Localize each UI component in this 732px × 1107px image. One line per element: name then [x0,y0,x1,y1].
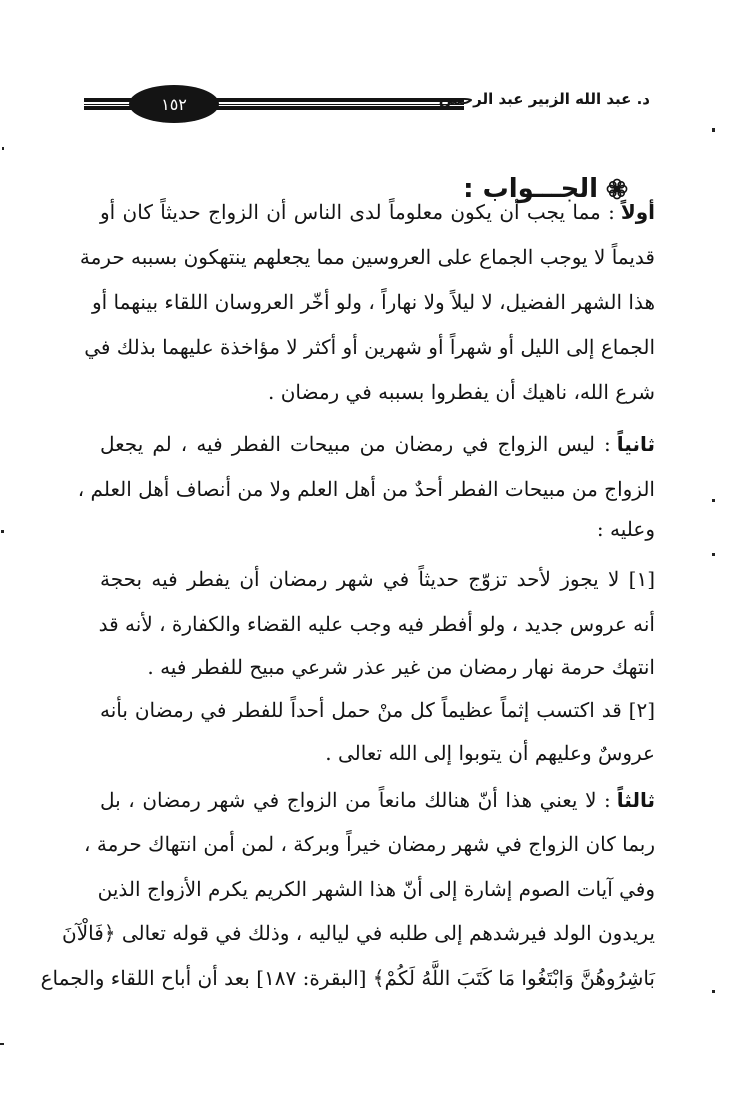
text-line [100,377,655,407]
text-line [84,332,655,362]
line-text: الجماع إلى الليل أو شهراً أو شهرين أو أكثر لا مؤاخذة عليهما بذلك في [84,335,655,359]
text-line [77,474,655,504]
line-text: ربما كان الزواج في شهر رمضان خيراً وبركة ، لمن أمن انتهاك حرمة ، [84,832,655,856]
page-number: ١٥٢ [161,94,187,114]
text-line [100,609,655,639]
text-line [100,738,655,768]
page-number-badge [129,85,219,123]
line-text: [١] لا يجوز لأحد تزوّج حديثاً في شهر رمضان أن يفطر فيه بحجة [100,567,655,591]
margin-mark [712,499,715,502]
text-line [100,514,655,544]
text-line [100,652,655,682]
margin-mark [0,1043,4,1045]
point-label: ثالثاً [616,788,655,812]
point-label: أولاً [620,200,655,224]
margin-mark [712,128,715,132]
line-text: [٢] قد اكتسب إثماً عظيماً كل منْ حمل أحداً للفطر في رمضان بأنه [100,698,655,722]
text-line [100,564,655,594]
margin-mark [712,990,715,993]
margin-mark [1,530,4,533]
text-line [91,287,655,317]
line-text: عروسٌ وعليهم أن يتوبوا إلى الله تعالى . [325,741,655,765]
line-text: : لا يعني هذا أنّ هنالك مانعاً من الزواج في شهر رمضان ، بل [100,788,611,812]
text-line [100,197,655,227]
line-text: يريدون الولد فيرشدهم إلى طلبه في لياليه ، وذلك في قوله تعالى ﴿فَالْآنَ [62,921,655,945]
text-line [100,429,655,459]
running-header [84,88,650,124]
text-line [40,963,655,993]
text-line [79,242,655,272]
line-text: وفي آيات الصوم إشارة إلى أنّ هذا الشهر الكريم يكرم الأزواج الذين [97,877,655,901]
line-text: هذا الشهر الفضيل، لا ليلاً ولا نهاراً ، ولو أخّر العروسان اللقاء بينهما أو [91,290,655,314]
line-text: قديماً لا يوجب الجماع على العروسين مما يجعلهم ينتهكون بسببه حرمة [79,245,655,269]
line-text: بَاشِرُوهُنَّ وَابْتَغُوا مَا كَتَبَ اللَّهُ لَكُمْ﴾ [البقرة: ١٨٧] بعد أن أباح اللقاء والجماع [40,966,655,990]
margin-mark [712,553,715,556]
text-line [62,918,655,948]
author-name: د. عبد الله الزبير عبد الرحمن [438,90,650,108]
line-text: شرع الله، ناهيك أن يفطروا بسببه في رمضان . [267,380,655,404]
text-line [100,695,655,725]
line-text: وعليه : [596,517,655,541]
text-line [97,874,655,904]
margin-mark [2,147,4,150]
point-label: ثانياً [616,432,655,456]
line-text: : مما يجب أن يكون معلوماً لدى الناس أن الزواج حديثاً كان أو [100,200,615,224]
answer-heading-text: الجـــواب : [463,174,598,204]
line-text: : ليس الزواج في رمضان من مبيحات الفطر فيه ، لم يجعل [100,432,611,456]
line-text: أنه عروس جديد ، ولو أفطر فيه وجب عليه القضاء والكفارة ، لأنه قد [98,612,655,636]
text-line [84,829,655,859]
text-line [100,785,655,815]
line-text: انتهك حرمة نهار رمضان من غير عذر شرعي مبيح للفطر فيه . [147,655,655,679]
line-text: الزواج من مبيحات الفطر أحدٌ من أهل العلم ولا من أنصاف أهل العلم ، [77,477,655,501]
